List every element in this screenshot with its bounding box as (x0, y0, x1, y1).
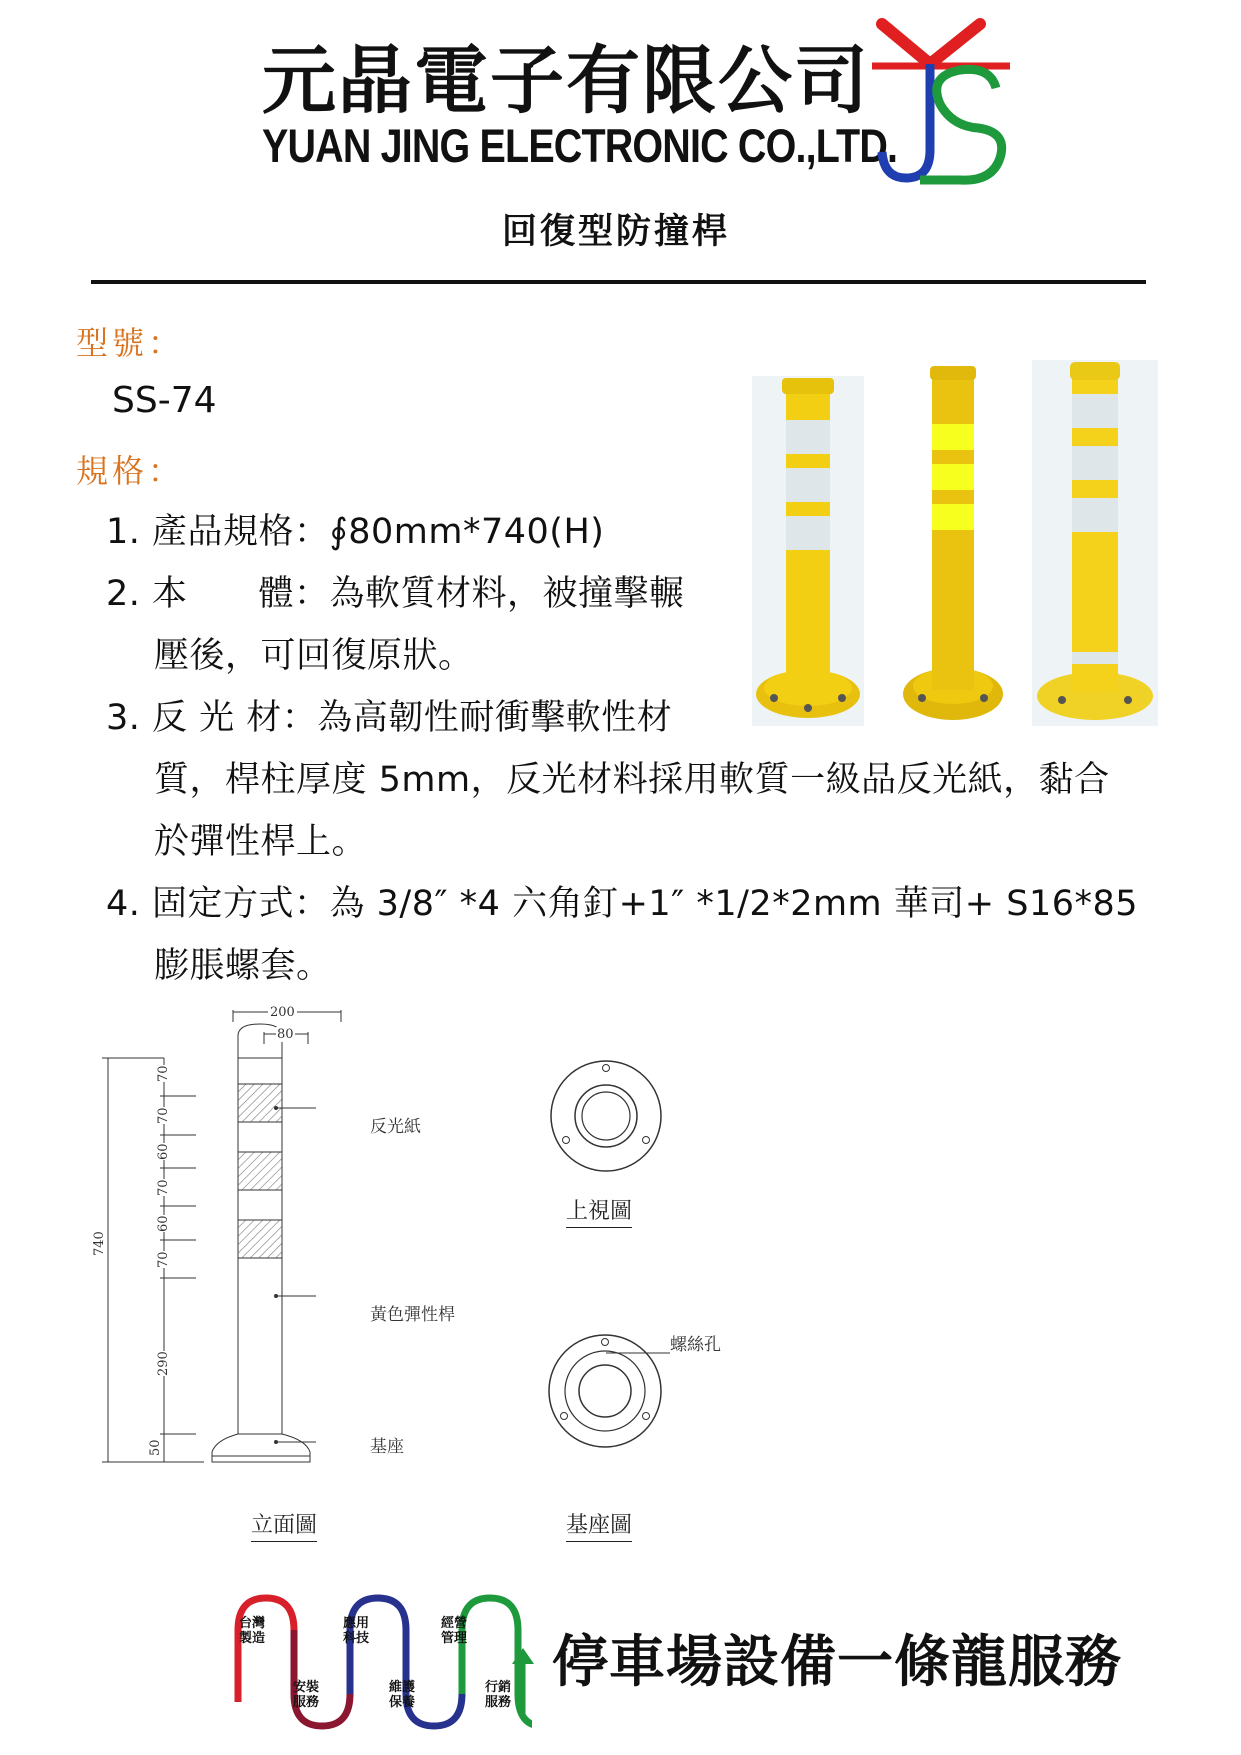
base-view-drawing (546, 1332, 664, 1450)
dim-segment-4: 70 (156, 1179, 171, 1196)
screw-hole-leader (606, 1340, 670, 1344)
arrow-up-icon (512, 1648, 534, 1718)
badge-marketing-service: 行銷服務 (484, 1680, 511, 1710)
badge-made-in-taiwan: 台灣製造 (238, 1616, 265, 1646)
service-flow-graphic (222, 1590, 532, 1734)
dim-segment-8: 50 (148, 1439, 163, 1456)
spec-line-3: 3. 反 光 材：為高韌性耐衝擊軟性材 (106, 698, 673, 738)
badge-applied-technology: 應用科技 (342, 1616, 369, 1646)
caption-elevation-view: 立面圖 (251, 1508, 317, 1542)
dim-width-outer: 200 (270, 1005, 295, 1020)
product-photo-2 (900, 364, 1006, 726)
company-name-chinese: 元晶電子有限公司 (262, 38, 870, 124)
elevation-drawing (96, 996, 316, 1466)
product-photo-1 (752, 376, 864, 726)
document-title: 回復型防撞桿 (502, 211, 731, 252)
label-yellow-pole: 黃色彈性桿 (370, 1305, 455, 1325)
spec-line-1: 1. 產品規格：∮80mm*740(H) (106, 512, 605, 552)
label-screw-hole: 螺絲孔 (670, 1335, 721, 1355)
dim-segment-1: 70 (156, 1065, 171, 1082)
label-base: 基座 (370, 1437, 404, 1457)
company-name-english: YUAN JING ELECTRONIC CO.,LTD. (262, 119, 898, 172)
dim-segment-3: 60 (156, 1143, 171, 1160)
spec-line-4: 4. 固定方式：為 3/8″ *4 六角釘+1″ *1/2*2mm 華司+ S16*85 (106, 884, 1139, 924)
caption-top-view: 上視圖 (566, 1194, 632, 1228)
badge-installation-service: 安裝服務 (292, 1680, 319, 1710)
dim-total-height: 740 (92, 1231, 107, 1256)
product-photo-3 (1032, 360, 1158, 726)
spec-line-3b: 質，桿柱厚度 5mm，反光材料採用軟質一級品反光紙，黏合 (154, 760, 1110, 800)
dim-segment-2: 70 (156, 1107, 171, 1124)
spec-line-4b: 膨脹螺套。 (154, 946, 332, 986)
model-label: 型號： (76, 324, 185, 362)
footer-slogan: 停車場設備一條龍服務 (552, 1630, 1122, 1695)
dim-width-inner: 80 (277, 1027, 294, 1042)
spec-line-3c: 於彈性桿上。 (154, 822, 368, 862)
dim-segment-6: 70 (156, 1251, 171, 1268)
caption-base-view: 基座圖 (566, 1508, 632, 1542)
header-divider (91, 280, 1146, 284)
model-value: SS-74 (112, 380, 217, 421)
badge-management: 經營管理 (440, 1616, 467, 1646)
badge-maintenance: 維護保養 (388, 1680, 415, 1710)
spec-line-2: 2. 本 體：為軟質材料，被撞擊輾 (106, 574, 685, 614)
top-view-drawing (548, 1058, 664, 1174)
label-reflective-film: 反光紙 (370, 1117, 421, 1137)
spec-line-2b: 壓後，可回復原狀。 (154, 636, 474, 676)
dim-segment-5: 60 (156, 1215, 171, 1232)
spec-label: 規格： (76, 452, 185, 490)
company-logo (868, 18, 1018, 188)
dim-segment-7: 290 (156, 1351, 171, 1376)
